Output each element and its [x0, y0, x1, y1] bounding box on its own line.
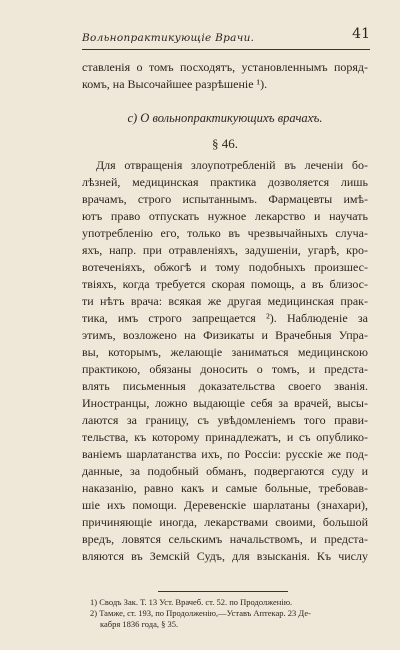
- text-line: вредъ, ловятся сельскимъ начальствомъ, и предста-: [82, 532, 368, 546]
- section-number: § 46.: [212, 136, 238, 151]
- text-line: комъ, на Высочайшее разрѣшеніе ¹).: [82, 77, 268, 91]
- text-line: ютъ право отпускать нужное лекарство и научать: [82, 209, 368, 223]
- text-line: тельства, къ которому принадлежатъ, и съ опублико-: [82, 430, 368, 444]
- footnotes: [90, 597, 370, 630]
- text-line: наказанію, равно какъ и самые больные, требовав-: [82, 481, 368, 495]
- text-line: Иностранцы, ложно выдающіе себя за врачей, высы-: [82, 396, 368, 410]
- footnote-2: 2) Тамже, ст. 193, по Продолженію,—Уставъ Аптекар. 23 Де-: [90, 608, 311, 618]
- text-line: твіяхъ, когда требуется скорая помощь, а въ близос-: [82, 277, 368, 291]
- text-line: Для отвращенія злоупотребленій въ леченіи бо-: [96, 158, 368, 172]
- text-line: вы, которымъ, желающіе заниматься медицинскою: [82, 345, 368, 359]
- footnote-2-continuation: кабря 1836 года, § 35.: [100, 619, 179, 629]
- running-title: Вольнопрактикующіе Врачи.: [82, 32, 255, 44]
- text-line: данные, за подобный обманъ, подвергаются суду и: [82, 464, 368, 478]
- text-line: лаются за границу, съ увѣдомленіемъ того прави-: [82, 413, 368, 427]
- text-line: врачамъ, строго испытаннымъ. Фармацевты имѣ-: [82, 192, 368, 206]
- page-header: [82, 24, 370, 50]
- text-line: лѣзней, медицинская практика дозволяется лишь: [82, 175, 368, 189]
- text-line: вотеченіяхъ, обжогѣ и тому подобныхъ произшес-: [82, 260, 368, 274]
- text-line: яхъ, напр. при отравленіяхъ, задушеніи, угарѣ, кро-: [82, 243, 368, 257]
- text-line: ваніемъ шарлатанства ихъ, по Россіи: русскіе же под-: [82, 447, 368, 461]
- footnote-1: 1) Сводъ Зак. Т. 13 Уст. Врачеб. ст. 52. по Продолженію.: [90, 597, 293, 607]
- section-paragraph: [82, 157, 368, 565]
- page-number: 41: [352, 26, 370, 42]
- footnote-rule: [158, 591, 288, 592]
- section-subheading: c) О вольнопрактикующихъ врачахъ.: [127, 111, 323, 125]
- text-line: шіе ихъ помощи. Деревенскіе шарлатаны (знахари),: [82, 498, 368, 512]
- text-line: тика, имъ строго запрещается ²). Наблюденіе за: [82, 311, 368, 325]
- header-rule: [82, 49, 370, 50]
- text-line: ставленія о томъ посходятъ, установленнымъ поряд-: [82, 60, 368, 74]
- text-line: этимъ, возложено на Физикаты и Врачебныя Упра-: [82, 328, 368, 342]
- paragraph-continuation: [82, 59, 368, 93]
- text-line: причиняющіе иногда, лекарствами своими, большой: [82, 515, 368, 529]
- text-line: вляются въ Земскій Судъ, для взысканія. Къ числу: [82, 549, 368, 563]
- text-line: практикою, обязаны доносить о томъ, и предста-: [82, 362, 368, 376]
- text-line: употребленію его, только въ чрезвычайныхъ случа-: [82, 226, 368, 240]
- text-line: влять письменныя доказательства своего званія.: [82, 379, 368, 393]
- text-line: ти нѣтъ врача: всякая же другая медицинская прак-: [82, 294, 368, 308]
